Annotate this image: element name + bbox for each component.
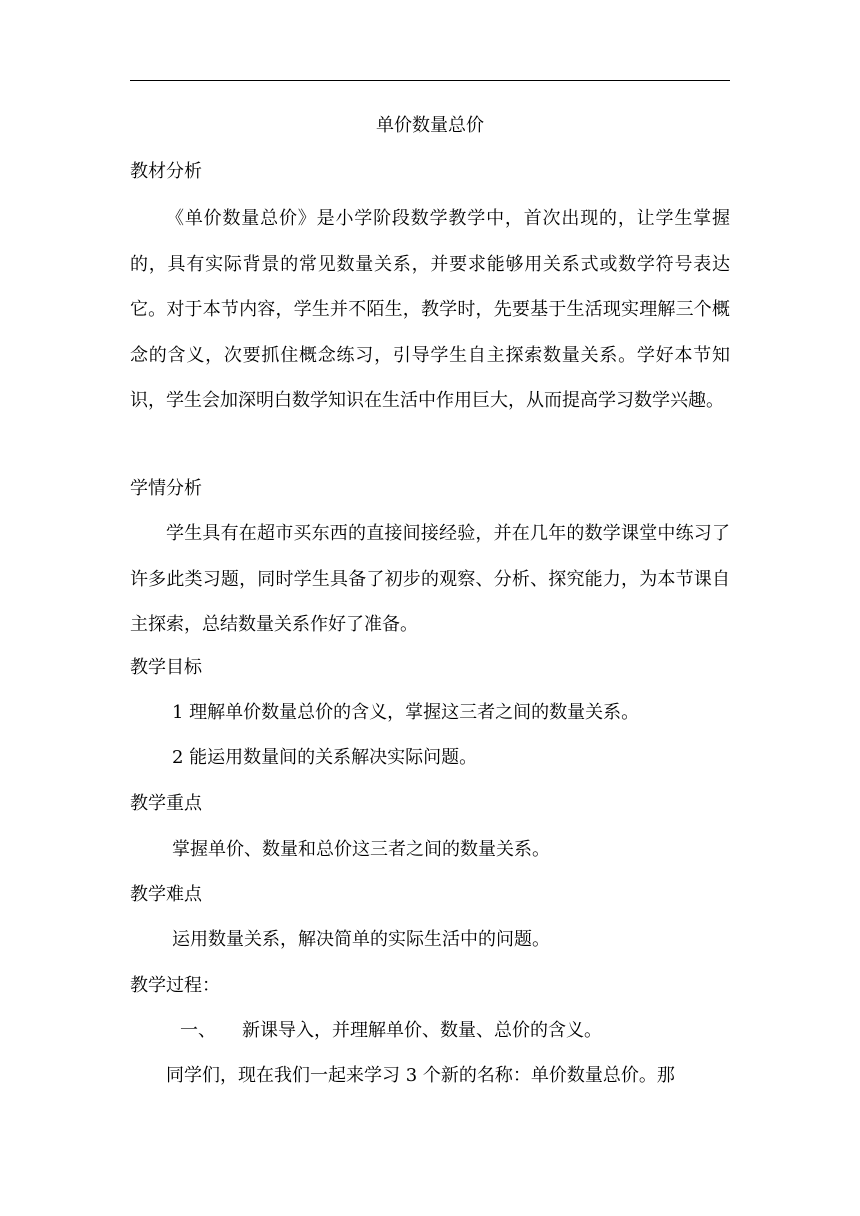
document-page [130, 0, 730, 1216]
goal-item-1: 1 理解单价数量总价的含义，掌握这三者之间的数量关系。 [172, 702, 640, 723]
heading-teaching-difficulty: 教学难点 [130, 884, 202, 905]
difficulty-text: 运用数量关系，解决简单的实际生活中的问题。 [172, 929, 550, 950]
heading-textbook-analysis: 教材分析 [130, 161, 202, 182]
heading-teaching-process: 教学过程： [130, 975, 220, 996]
focus-text: 掌握单价、数量和总价这三者之间的数量关系。 [172, 839, 550, 860]
intro-paragraph: 同学们，现在我们一起来学习 3 个新的名称：单价数量总价。那 [166, 1065, 675, 1086]
process-step-1 [180, 1019, 602, 1043]
paragraph-textbook-analysis: 《单价数量总价》是小学阶段数学教学中，首次出现的，让学生掌握的，具有实际背景的常见数量关系，并要求能够用关系式或数学符号表达它。对于本节内容，学生并不陌生，教学时，先要基于生活现实理解三个概念的含义，次要抓住概念练习，引导学生自主探索数量关系。学好本节知识，学生会加深明白数学知识在生活中作用巨大，从而提高学习数学兴趣。 [130, 208, 730, 412]
heading-teaching-focus: 教学重点 [130, 793, 202, 814]
heading-student-analysis: 学情分析 [130, 478, 202, 499]
heading-teaching-goals: 教学目标 [130, 657, 202, 678]
goal-item-2: 2 能运用数量间的关系解决实际问题。 [172, 747, 478, 768]
paragraph-student-analysis: 学生具有在超市买东西的直接间接经验，并在几年的数学课堂中练习了许多此类习题，同时学生具备了初步的观察、分析、探究能力，为本节课自主探索，总结数量关系作好了准备。 [130, 523, 730, 636]
document-title: 单价数量总价 [376, 115, 484, 136]
step-text: 新课导入，并理解单价、数量、总价的含义。 [242, 1020, 602, 1041]
header-rule [130, 80, 730, 81]
step-number: 一、 [180, 1020, 216, 1041]
